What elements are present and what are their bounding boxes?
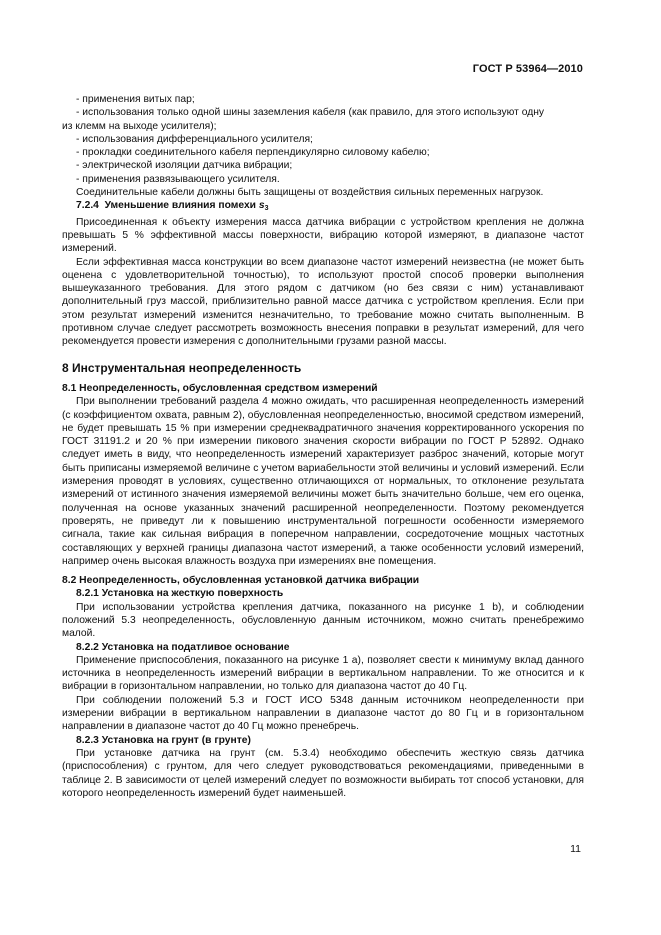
heading-subscript: 3 — [264, 205, 269, 213]
paragraph: Соединительные кабели должны быть защищены от воздействия сильных переменных нагрузок. — [76, 187, 544, 199]
list-item: - применения витых пар; — [76, 94, 195, 105]
page-number: 11 — [570, 843, 581, 855]
subsection-heading-7-2-4 — [62, 199, 584, 215]
subsection-heading-8-2-3: 8.2.3 Установка на грунт (в грунте) — [76, 734, 251, 746]
paragraph: При соблюдении положений 5.3 и ГОСТ ИСО 5348 данным источником неопределенности при измерении вибрации в вертикальном направлении в диапазоне частот до 80 Гц и в горизонтальном направлении в диапазоне частот до 40 Гц можно пренебречь. — [62, 694, 584, 733]
paragraph: Если эффективная масса конструкции во всем диапазоне частот измерений неизвестна (не может быть оценена с удовлетворительной точностью), то используют простой способ проверки выполнения вышеуказанного требования. Для этого рядом с датчиком (но без связи с ним) устанавливают дополнительный груз массой, приблизительно равной массе датчика с устройством крепления. Если при этом результат измерений изменится незначительно, то требование можно считать выполненным. В противном случае следует рассмотреть возможность внесения поправки в результат измерений, для чего рекомендуется провести измерения с дополнительными грузами разной массы. — [62, 256, 584, 348]
heading-symbol: s — [258, 200, 265, 212]
list-item-continuation: из клемм на выходе усилителя); — [62, 120, 217, 132]
subsection-heading-8-2-1: 8.2.1 Установка на жесткую поверхность — [76, 588, 284, 600]
subsection-heading-8-2: 8.2 Неопределенность, обусловленная установкой датчика вибрации — [62, 575, 420, 587]
document-header: ГОСТ Р 53964—2010 — [472, 63, 583, 75]
list-item: - использования только одной шины заземления кабеля (как правило, для этого используют одну — [76, 107, 545, 119]
paragraph: Присоединенная к объекту измерения масса датчика вибрации с устройством крепления не должна превышать 5 % эффективной массы поверхности, вибрацию которой измеряют, в диапазоне частот измерений. — [62, 216, 584, 255]
page-body — [62, 93, 584, 800]
heading-number: 7.2.4 — [76, 200, 99, 212]
paragraph: При использовании устройства крепления датчика, показанного на рисунке 1 b), и соблюдении положений 5.3 неопределенность, обусловленную данным источником, можно считать пренебрежимо малой. — [62, 601, 584, 640]
section-heading-8: 8 Инструментальная неопределенность — [62, 360, 302, 375]
paragraph: При установке датчика на грунт (см. 5.3.4) необходимо обеспечить жесткую связь датчика (приспособления) с грунтом, для чего следует руководствоваться рекомендациями, приведенными в таблице 2. В зависимости от целей измерений следует по возможности выбирать тот способ установки, для которого неопределенность измерений будет наименьшей. — [62, 747, 584, 799]
heading-title: Уменьшение влияния помехи — [104, 200, 259, 212]
list-item: - электрической изоляции датчика вибрации; — [76, 160, 293, 172]
list-item: - применения развязывающего усилителя. — [76, 173, 280, 185]
list-item: - использования дифференциального усилителя; — [76, 133, 313, 145]
subsection-heading-8-2-2: 8.2.2 Установка на податливое основание — [76, 641, 290, 653]
paragraph: При выполнении требований раздела 4 можно ожидать, что расширенная неопределенность измерений (с коэффициентом охвата, равным 2), обусловленная неопределенностью, вносимой средством измерений, не будет превышать 15 % при измерении среднеквадратичного значения корректированного ускорения по ГОСТ 31191.2 и 20 % при измерении пикового значения скорости вибрации по ГОСТ Р 52892. Однако следует иметь в виду, что неопределенность измерений характеризует разброс значений, которые могут быть приписаны измеряемой величине с учетом вариабельности этой величины и условий измерений. Если измерения проводят в условиях, существенно отличающихся от нормальных, то отклонение результата измерений от истинного значения измеряемой величины может быть значительно больше, чем его оценка, полученная на основе указанных значений расширенной неопределенности. Поэтому рекомендуется проверять, не приведут ли к повышению инструментальной погрешности особенности измеряемого сигнала, такие как сильная вибрация в поперечном направлении, сосредоточение мощных частотных составляющих у верхней границы диапазона частот измерений, а также особенности условий измерений, например очень высокая влажность воздуха при измерениях вне помещения. — [62, 396, 584, 567]
list-item: - прокладки соединительного кабеля перпендикулярно силовому кабелю; — [76, 147, 430, 159]
paragraph: Применение приспособления, показанного на рисунке 1 а), позволяет свести к минимуму вклад данного источника в неопределенность измерений вибрации в вертикальном направлении. То же относится и к вибрации в горизонтальном направлении, но только для диапазона частот до 40 Гц. — [62, 654, 584, 693]
subsection-heading-8-1: 8.1 Неопределенность, обусловленная средством измерений — [62, 382, 378, 394]
